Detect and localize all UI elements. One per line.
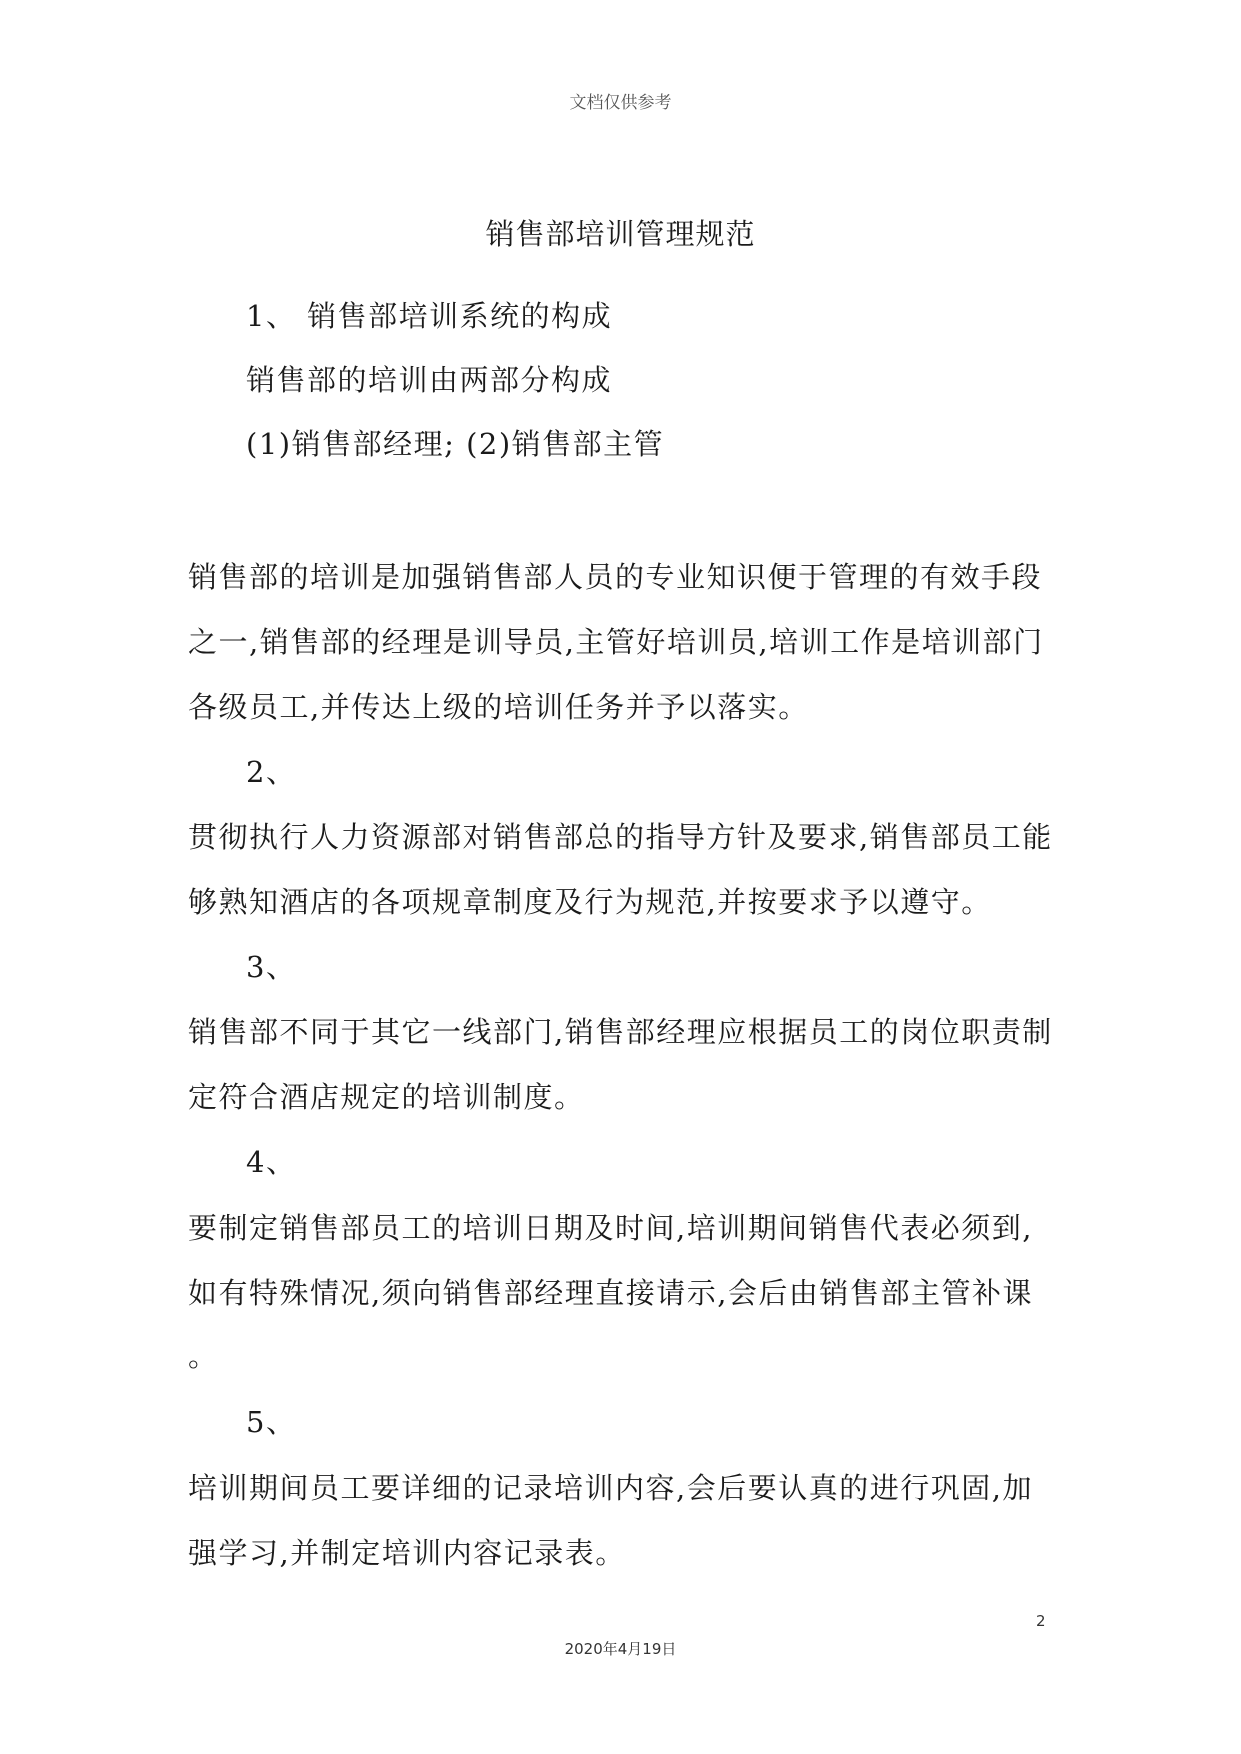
paragraph-line: 销售部的培训由两部分构成	[246, 363, 613, 397]
paragraph-line: (1)销售部经理; (2)销售部主管	[246, 427, 665, 461]
page-header: 文档仅供参考	[569, 93, 672, 113]
paragraph-line: 各级员工,并传达上级的培训任务并予以落实。	[188, 690, 809, 724]
document-title: 销售部培训管理规范	[485, 217, 756, 251]
paragraph-line: 要制定销售部员工的培训日期及时间,培训期间销售代表必须到,	[188, 1211, 1033, 1245]
paragraph-line: 销售部不同于其它一线部门,销售部经理应根据员工的岗位职责制	[188, 1015, 1053, 1049]
section-number: 4、	[246, 1145, 297, 1179]
paragraph-line: 够熟知酒店的各项规章制度及行为规范,并按要求予以遵守。	[188, 885, 992, 919]
paragraph-line: 销售部的培训是加强销售部人员的专业知识便于管理的有效手段	[188, 560, 1043, 594]
section-number: 3、	[246, 950, 297, 984]
paragraph-line: 贯彻执行人力资源部对销售部总的指导方针及要求,销售部员工能	[188, 820, 1053, 854]
section-number: 2、	[246, 755, 297, 789]
paragraph-line: 定符合酒店规定的培训制度。	[188, 1080, 585, 1114]
footer-date: 2020年4月19日	[564, 1640, 677, 1658]
paragraph-line: 培训期间员工要详细的记录培训内容,会后要认真的进行巩固,加	[188, 1471, 1033, 1505]
page-number: 2	[1036, 1612, 1046, 1630]
paragraph-line: 强学习,并制定培训内容记录表。	[188, 1536, 626, 1570]
section-number: 5、	[246, 1405, 297, 1439]
paragraph-line: 之一,销售部的经理是训导员,主管好培训员,培训工作是培训部门	[188, 625, 1044, 659]
paragraph-line: 。	[188, 1339, 219, 1373]
paragraph-line: 如有特殊情况,须向销售部经理直接请示,会后由销售部主管补课	[188, 1276, 1033, 1310]
section-heading: 1、 销售部培训系统的构成	[246, 299, 613, 333]
